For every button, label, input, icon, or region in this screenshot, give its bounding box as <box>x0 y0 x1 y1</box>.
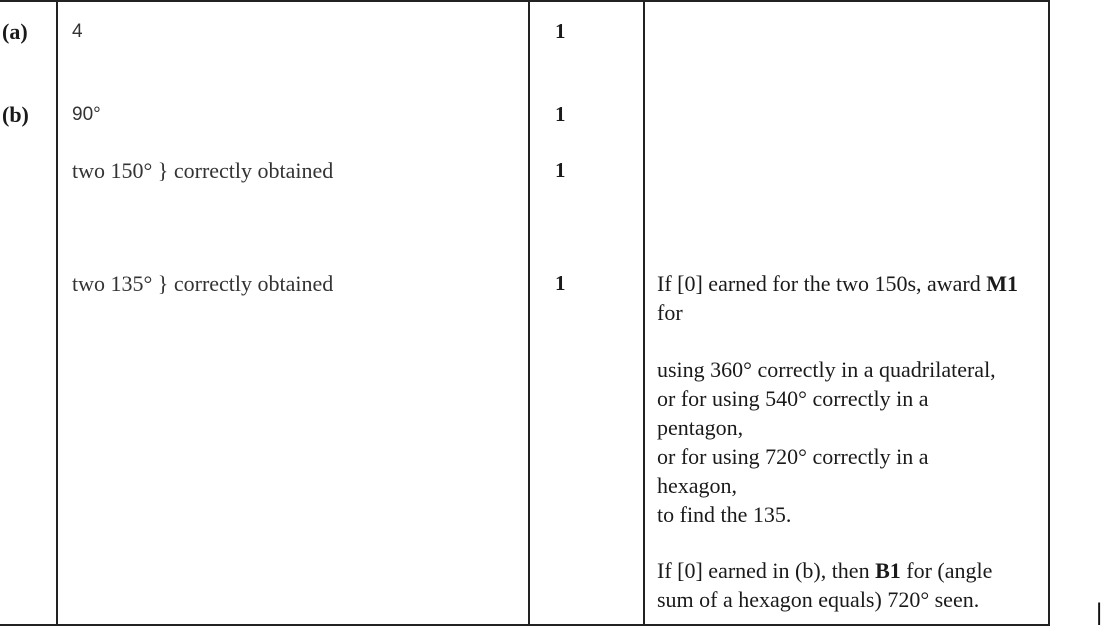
text-cursor: | <box>1096 599 1102 626</box>
column-divider-2 <box>528 0 530 626</box>
guidance-block-2 <box>657 355 1042 529</box>
guidance-1-mark-code: M1 <box>986 271 1019 296</box>
mark-b-1: 1 <box>555 102 566 126</box>
mark-a: 1 <box>555 19 566 43</box>
guidance-2-line: or for using 720° correctly in a <box>657 444 929 469</box>
column-divider-1 <box>56 0 58 626</box>
answer-a: 4 <box>72 21 83 42</box>
column-divider-3 <box>643 0 645 626</box>
answer-b-line-150: two 150° } correctly obtained <box>72 158 334 183</box>
part-label-a: (a) <box>2 19 28 44</box>
column-divider-4 <box>1048 0 1050 626</box>
guidance-1-text-b: for <box>657 300 683 325</box>
guidance-3-line-2: sum of a hexagon equals) 720° seen. <box>657 587 980 612</box>
guidance-3-text-a: If [0] earned in (b), then <box>657 558 876 583</box>
guidance-3-mark-code: B1 <box>875 558 901 583</box>
mark-b-2: 1 <box>555 158 566 182</box>
guidance-block-3 <box>657 556 1042 614</box>
answer-b-line-135: two 135° } correctly obtained <box>72 271 334 296</box>
guidance-1-text-a: If [0] earned for the two 150s, award <box>657 271 987 296</box>
mark-b-3: 1 <box>555 271 566 295</box>
table-top-border <box>0 0 1050 2</box>
guidance-2-line: using 360° correctly in a quadrilateral, <box>657 357 996 382</box>
guidance-2-line: or for using 540° correctly in a <box>657 386 929 411</box>
guidance-block-1 <box>657 269 1037 327</box>
guidance-2-line: pentagon, <box>657 415 744 440</box>
guidance-3-line-1 <box>657 556 1042 585</box>
answer-b: 90° <box>72 104 101 125</box>
guidance-3-text-b: for (angle <box>900 558 993 583</box>
part-label-b: (b) <box>2 102 29 127</box>
guidance-2-line: hexagon, <box>657 473 738 498</box>
guidance-2-line: to find the 135. <box>657 502 792 527</box>
table-bottom-border <box>0 624 1050 626</box>
